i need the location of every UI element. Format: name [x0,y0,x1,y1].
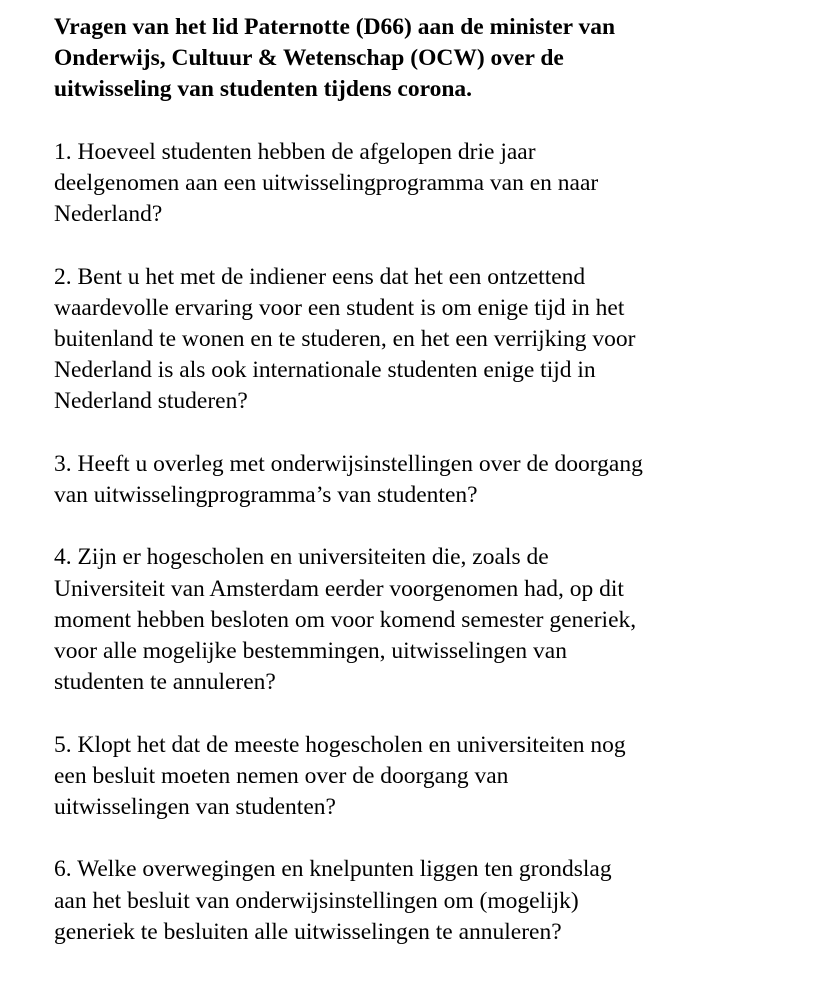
title-line: uitwisseling van studenten tijdens corona. [54,76,473,103]
question-line: 3. Heeft u overleg met onderwijsinstellingen over de doorgang [54,450,643,477]
question-line: aan het besluit van onderwijsinstellingen om (mogelijk) [54,887,579,914]
question-line: 4. Zijn er hogescholen en universiteiten die, zoals de [54,544,549,571]
question-6 [54,854,814,948]
document-page [54,12,814,948]
question-line: waardevolle ervaring voor een student is om enige tijd in het [54,294,625,321]
question-line: voor alle mogelijke bestemmingen, uitwisselingen van [54,638,567,664]
question-4 [54,542,814,698]
question-line: 1. Hoeveel studenten hebben de afgelopen drie jaar [54,138,536,165]
question-line: Universiteit van Amsterdam eerder voorgenomen had, op dit [54,575,624,602]
question-line: 6. Welke overwegingen en knelpunten liggen ten grondslag [54,856,612,883]
question-5 [54,730,814,824]
question-line: 5. Klopt het dat de meeste hogescholen en universiteiten nog [54,731,626,758]
question-line: buitenland te wonen en te studeren, en het een verrijking voor [54,326,636,352]
question-line: Nederland is als ook internationale studenten enige tijd in [54,357,596,384]
question-line: deelgenomen aan een uitwisselingprogramma van en naar [54,170,599,196]
question-line: generiek te besluiten alle uitwisselingen te annuleren? [54,918,562,945]
document-title [54,12,814,106]
question-line: Nederland? [54,201,163,228]
title-line: Onderwijs, Cultuur & Wetenschap (OCW) over de [54,45,564,72]
title-line: Vragen van het lid Paternotte (D66) aan de minister van [54,14,616,40]
question-3 [54,449,814,511]
question-line: van uitwisselingprogramma’s van studenten? [54,482,478,508]
question-line: een besluit moeten nemen over de doorgang van [54,762,509,789]
question-line: studenten te annuleren? [54,669,276,696]
question-1 [54,137,814,231]
question-line: 2. Bent u het met de indiener eens dat het een ontzettend [54,263,586,290]
question-2 [54,262,814,418]
question-line: Nederland studeren? [54,388,248,415]
question-line: uitwisselingen van studenten? [54,794,336,820]
question-line: moment hebben besloten om voor komend semester generiek, [54,606,637,633]
